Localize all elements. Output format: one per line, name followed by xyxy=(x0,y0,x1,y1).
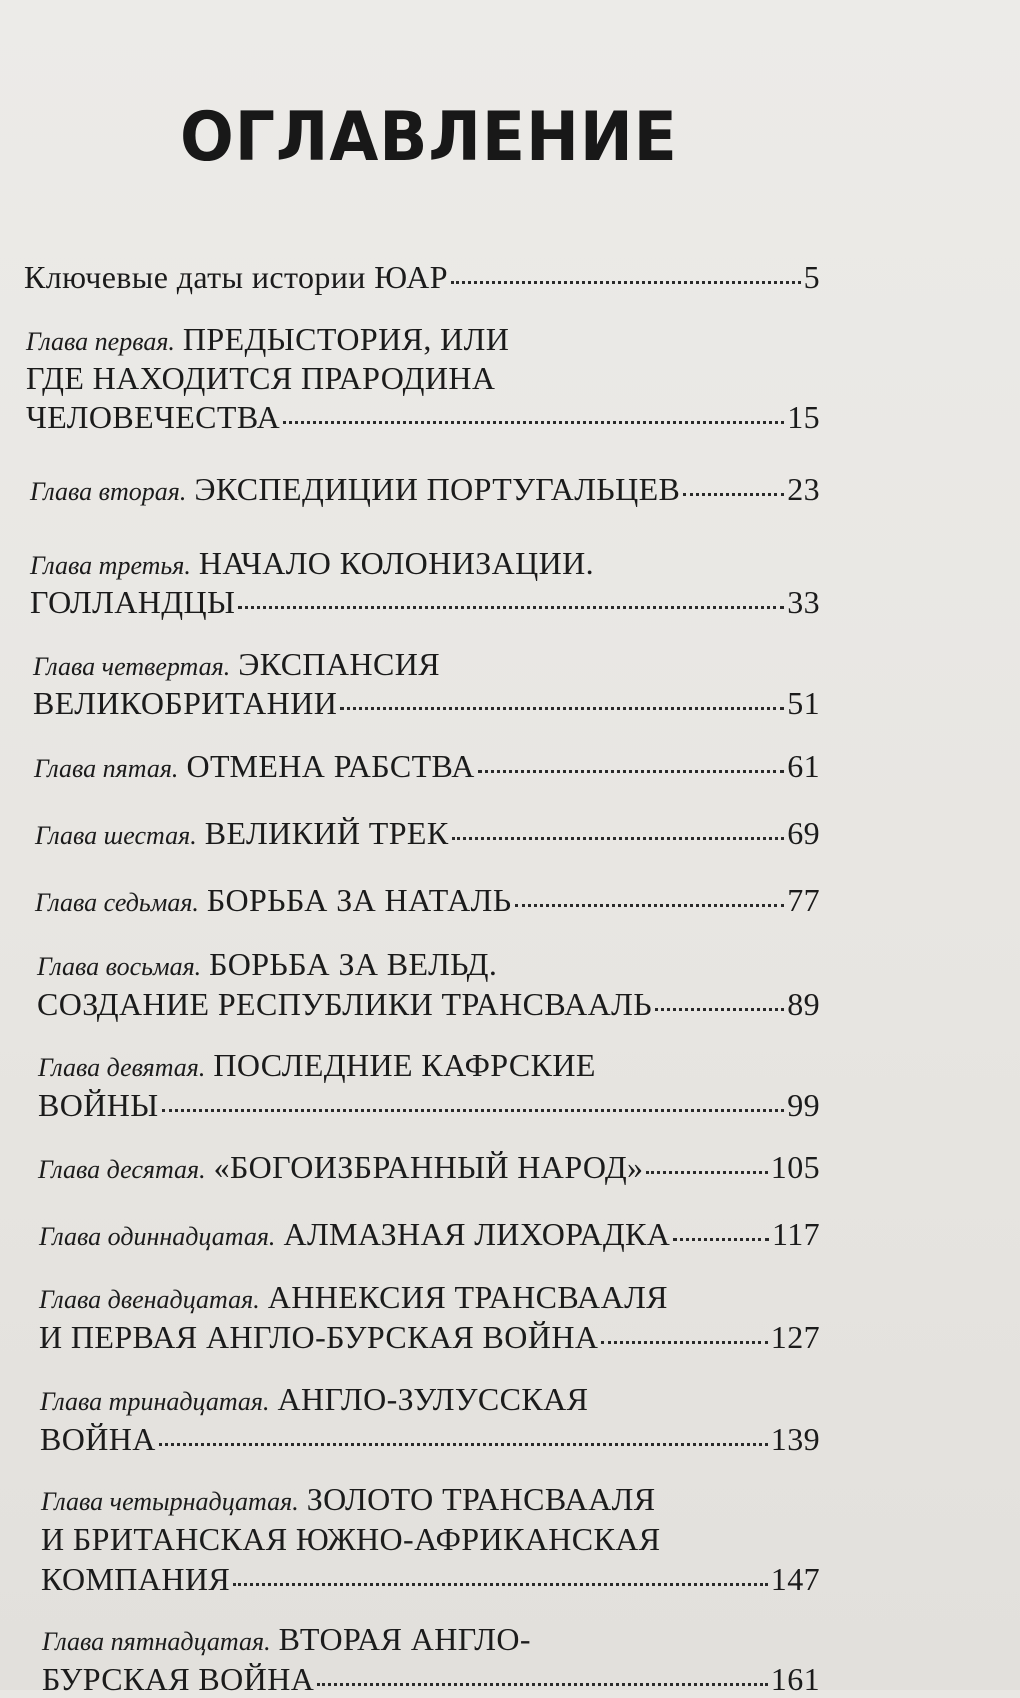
dot-leader xyxy=(601,1339,767,1344)
page-number: 15 xyxy=(787,399,820,435)
chapter-title: БОРЬБА ЗА ВЕЛЬД. xyxy=(209,946,498,982)
toc-line xyxy=(42,1620,531,1661)
chapter-title: ПРЕДЫСТОРИЯ, ИЛИ xyxy=(182,321,510,357)
chapter-title: ВЕЛИКИЙ ТРЕК xyxy=(204,815,449,851)
page-number: 147 xyxy=(770,1561,820,1597)
toc-line xyxy=(26,320,509,361)
dot-leader xyxy=(452,835,785,840)
dot-leader xyxy=(283,419,784,424)
chapter-title: ПОСЛЕДНИЕ КАФРСКИЕ xyxy=(213,1047,596,1083)
chapter-number: Глава четвертая. xyxy=(33,652,231,681)
chapter-number: Глава пятнадцатая. xyxy=(42,1627,271,1656)
chapter-title: ЧЕЛОВЕЧЕСТВА xyxy=(26,399,281,435)
chapter-title: СОЗДАНИЕ РЕСПУБЛИКИ ТРАНСВААЛЬ xyxy=(37,986,652,1022)
chapter-title: ВОЙНЫ xyxy=(38,1087,159,1123)
toc-line xyxy=(30,544,594,585)
dot-leader xyxy=(673,1236,769,1241)
chapter-number: Глава вторая. xyxy=(30,477,187,506)
toc-line xyxy=(35,814,820,855)
toc-line xyxy=(37,985,820,1023)
chapter-number: Глава первая. xyxy=(26,327,175,356)
toc-line xyxy=(39,1215,820,1256)
toc-line xyxy=(38,1046,596,1087)
toc-line xyxy=(33,684,820,722)
toc-line xyxy=(38,1086,820,1124)
dot-leader xyxy=(478,768,784,773)
dot-leader xyxy=(451,279,801,284)
dot-leader xyxy=(515,902,785,907)
toc-line xyxy=(39,1318,820,1356)
dot-leader xyxy=(159,1441,768,1446)
dot-leader xyxy=(162,1107,785,1112)
page-number: 69 xyxy=(787,815,820,851)
page-number: 117 xyxy=(771,1216,820,1252)
dot-leader xyxy=(317,1681,768,1686)
chapter-title: АННЕКСИЯ ТРАНСВААЛЯ xyxy=(267,1279,668,1315)
toc-line xyxy=(41,1520,661,1558)
chapter-title: ВОЙНА xyxy=(40,1421,156,1457)
toc-line xyxy=(26,398,820,436)
chapter-number: Глава девятая. xyxy=(38,1053,206,1082)
chapter-number: Глава одиннадцатая. xyxy=(39,1222,276,1251)
page-number: 23 xyxy=(787,471,820,507)
toc-line xyxy=(33,645,440,686)
dot-leader xyxy=(233,1581,768,1586)
chapter-title: ЗОЛОТО ТРАНСВААЛЯ xyxy=(306,1481,656,1517)
chapter-number: Глава восьмая. xyxy=(37,952,202,981)
chapter-title: АЛМАЗНАЯ ЛИХОРАДКА xyxy=(283,1216,671,1252)
chapter-number: Глава третья. xyxy=(30,551,191,580)
toc-line xyxy=(39,1278,668,1319)
dot-leader xyxy=(683,491,784,496)
toc-line xyxy=(35,881,820,922)
chapter-title: ГОЛЛАНДЦЫ xyxy=(30,584,236,620)
dot-leader xyxy=(655,1006,784,1011)
chapter-title: НАЧАЛО КОЛОНИЗАЦИИ. xyxy=(198,545,595,581)
toc-line xyxy=(40,1420,820,1458)
toc-line xyxy=(34,747,820,788)
chapter-title: ЭКСПЕДИЦИИ ПОРТУГАЛЬЦЕВ xyxy=(194,471,681,507)
chapter-number: Глава пятая. xyxy=(34,754,179,783)
chapter-title: ОТМЕНА РАБСТВА xyxy=(186,748,475,784)
chapter-title: КОМПАНИЯ xyxy=(41,1561,231,1597)
toc-line xyxy=(30,470,820,511)
toc-line xyxy=(38,1148,820,1189)
chapter-title: ВТОРАЯ АНГЛО- xyxy=(278,1621,531,1657)
page-number: 61 xyxy=(787,748,820,784)
toc-line xyxy=(24,258,820,296)
page-number: 89 xyxy=(787,986,820,1022)
toc-line xyxy=(26,359,495,397)
page-number: 127 xyxy=(770,1319,820,1355)
dot-leader xyxy=(646,1169,767,1174)
chapter-number: Глава седьмая. xyxy=(35,888,199,917)
chapter-title: АНГЛО-ЗУЛУССКАЯ xyxy=(277,1381,589,1417)
chapter-number: Глава тринадцатая. xyxy=(40,1387,270,1416)
chapter-title: ЭКСПАНСИЯ xyxy=(238,646,440,682)
page-number: 105 xyxy=(770,1149,820,1185)
page-number: 99 xyxy=(787,1087,820,1123)
chapter-title: ГДЕ НАХОДИТСЯ ПРАРОДИНА xyxy=(26,360,496,396)
chapter-title: И БРИТАНСКАЯ ЮЖНО-АФРИКАНСКАЯ xyxy=(41,1521,661,1557)
page-number: 51 xyxy=(787,685,820,721)
page-number: 161 xyxy=(770,1661,820,1697)
chapter-title: БОРЬБА ЗА НАТАЛЬ xyxy=(206,882,512,918)
toc-line xyxy=(42,1660,820,1698)
page-title: ОГЛАВЛЕНИЕ xyxy=(180,98,678,177)
chapter-number: Глава шестая. xyxy=(35,821,197,850)
chapter-number: Глава двенадцатая. xyxy=(39,1285,260,1314)
dot-leader xyxy=(340,705,784,710)
chapter-number: Глава четырнадцатая. xyxy=(41,1487,299,1516)
toc-line xyxy=(37,945,497,986)
page-number: 77 xyxy=(787,882,820,918)
page-number: 5 xyxy=(803,259,820,295)
toc-line xyxy=(41,1560,820,1598)
toc-line xyxy=(40,1380,588,1421)
page-number: 33 xyxy=(787,584,820,620)
dot-leader xyxy=(238,604,784,609)
chapter-title: Ключевые даты истории ЮАР xyxy=(24,259,448,295)
chapter-title: БУРСКАЯ ВОЙНА xyxy=(42,1661,315,1697)
chapter-title: «БОГОИЗБРАННЫЙ НАРОД» xyxy=(213,1149,644,1185)
chapter-title: ВЕЛИКОБРИТАНИИ xyxy=(33,685,338,721)
chapter-title: И ПЕРВАЯ АНГЛО-БУРСКАЯ ВОЙНА xyxy=(39,1319,599,1355)
toc-line xyxy=(41,1480,656,1521)
toc-line xyxy=(30,583,820,621)
page-number: 139 xyxy=(770,1421,820,1457)
chapter-number: Глава десятая. xyxy=(38,1155,206,1184)
